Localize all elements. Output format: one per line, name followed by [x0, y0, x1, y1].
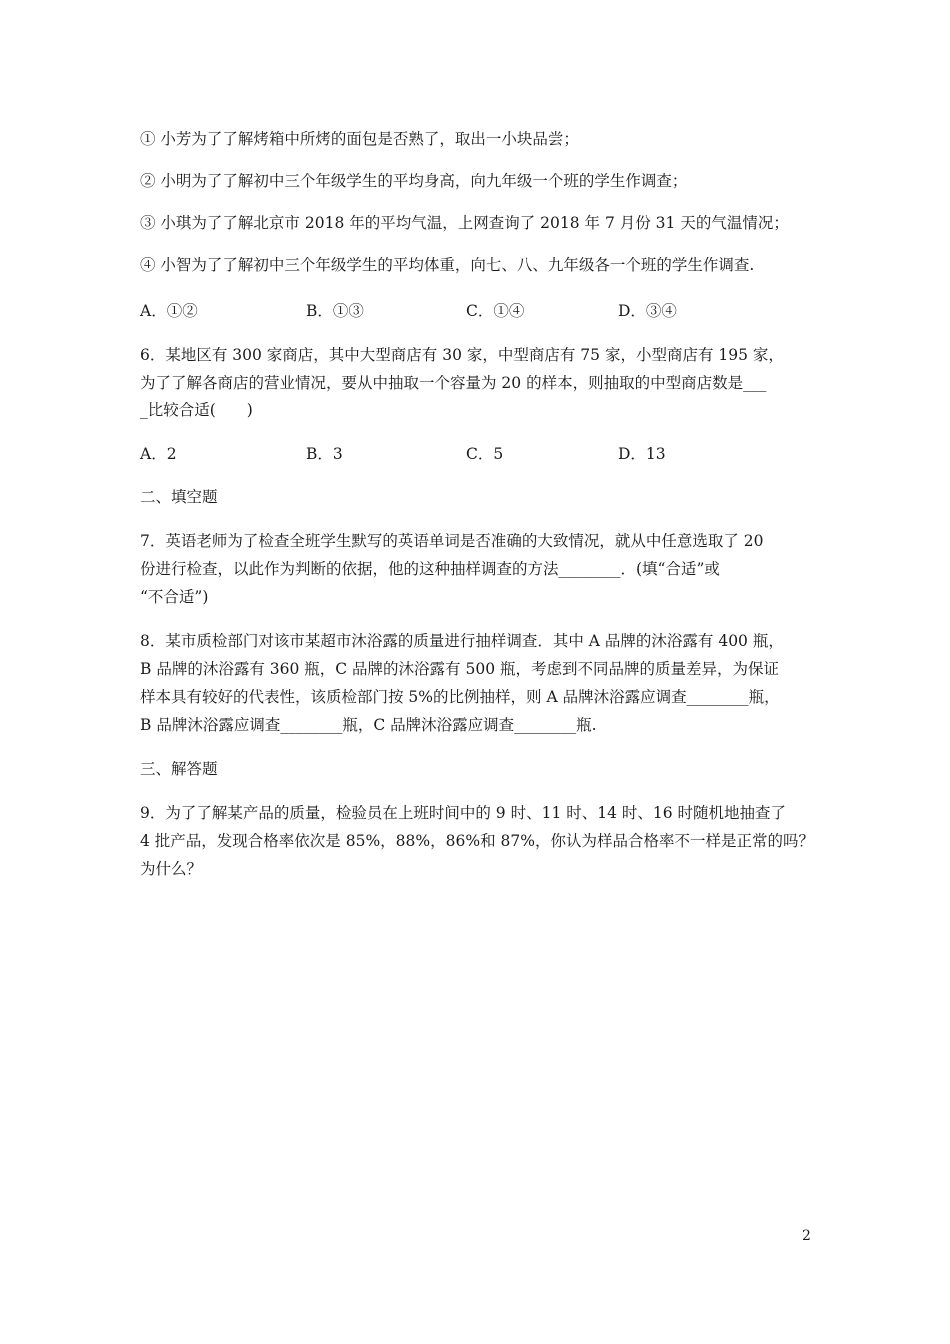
statement-1: ① 小芳为了了解烤箱中所烤的面包是否熟了，取出一小块品尝；	[140, 130, 579, 148]
q6-option-a: A．2	[140, 445, 177, 463]
question-7-line-1: 7．英语老师为了检查全班学生默写的英语单词是否准确的大致情况，就从中任意选取了 20	[140, 532, 764, 550]
question-8-line-2: B 品牌的沐浴露有 360 瓶，C 品牌的沐浴露有 500 瓶，考虑到不同品牌的质量差异，为保证	[140, 660, 779, 678]
question-6-line-3: _比较合适( )	[140, 401, 253, 419]
q5-option-b: B．①③	[306, 302, 364, 320]
section-heading-answer: 三、解答题	[140, 760, 218, 778]
question-9-line-2: 4 批产品，发现合格率依次是 85%，88%，86%和 87%，你认为样品合格率不一样是正常的吗？	[140, 832, 814, 850]
question-9-line-1: 9．为了了解某产品的质量，检验员在上班时间中的 9 时、11 时、14 时、16 时随机地抽查了	[140, 804, 787, 822]
question-7-line-2: 份进行检查，以此作为判断的依据，他的这种抽样调查的方法________．(填“合适”或	[140, 560, 720, 578]
question-8-line-3: 样本具有较好的代表性，该质检部门按 5%的比例抽样，则 A 品牌沐浴露应调查________瓶，	[140, 688, 780, 706]
question-6-line-2: 为了了解各商店的营业情况，要从中抽取一个容量为 20 的样本，则抽取的中型商店数是___	[140, 374, 767, 392]
section-heading-fill-in: 二、填空题	[140, 488, 218, 506]
question-8-line-4: B 品牌沐浴露应调查________瓶，C 品牌沐浴露应调查________瓶.	[140, 716, 597, 734]
q6-option-b: B．3	[306, 445, 343, 463]
q5-option-c: C．①④	[466, 302, 525, 320]
statement-3: ③ 小琪为了了解北京市 2018 年的平均气温，上网查询了 2018 年 7 月份 31 天的气温情况；	[140, 214, 789, 232]
q5-option-d: D．③④	[618, 302, 677, 320]
question-9-line-3: 为什么？	[140, 860, 203, 878]
q6-option-c: C．5	[466, 445, 504, 463]
q5-option-a: A．①②	[140, 302, 198, 320]
statement-2: ② 小明为了了解初中三个年级学生的平均身高，向九年级一个班的学生作调查；	[140, 172, 688, 190]
statement-4: ④ 小智为了了解初中三个年级学生的平均体重，向七、八、九年级各一个班的学生作调查.	[140, 256, 755, 274]
question-7-line-3: “不合适”)	[140, 588, 209, 606]
question-6-line-1: 6．某地区有 300 家商店，其中大型商店有 30 家，中型商店有 75 家，小型商店有 195 家，	[140, 346, 784, 364]
page-number: 2	[802, 1228, 811, 1244]
question-8-line-1: 8．某市质检部门对该市某超市沐浴露的质量进行抽样调查．其中 A 品牌的沐浴露有 400 瓶，	[140, 632, 784, 650]
q6-option-d: D．13	[618, 445, 666, 463]
